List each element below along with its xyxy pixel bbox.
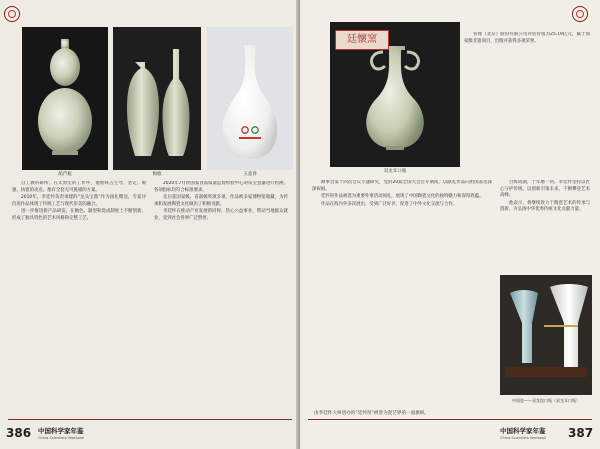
yearbook-subtitle: China Scientists Yearbook xyxy=(500,436,547,440)
yearbook-subtitle: China Scientists Yearbook xyxy=(38,436,85,440)
right-page xyxy=(300,0,600,449)
paragraph: 廷怀窑作品被选为重要外事活动国礼，展现了中国陶瓷文化的独特魅力和深厚底蕴。 xyxy=(321,194,484,200)
photo-meiping-vases xyxy=(113,27,201,170)
paragraph: 作品在海内外多次展出，受到广泛好评，促进了中外文化交流与合作。 xyxy=(321,201,458,207)
kiln-stamp: 廷懷窯 xyxy=(335,30,389,50)
left-page-body xyxy=(12,181,288,413)
caption-dragon-ear-vase: 双龙耳口瓶 xyxy=(383,169,407,174)
yearbook-logo-icon xyxy=(4,6,20,22)
paragraph: 先后获国家级、省部级奖项多项，作品被多家博物馆收藏，为传承和发展陶瓷文化做出了积极贡献。 xyxy=(154,195,288,207)
paragraph: 顾事会第十四次会议专题研究，党的20届全国大会召开期间，以献礼作品向祖国表达深深祝福。 xyxy=(312,180,492,192)
paragraph: 进一步推进新产品研发，在釉色、器型和烧成制度上不断创新，形成了独具特色的艺术风格和完整工艺。 xyxy=(12,209,146,221)
yearbook-title: 中国科学家年鉴 xyxy=(500,427,546,435)
paragraph: 2020年7月经国家食品质量监督检验中心对伍宝瓷器进行检测，各项指标均符合标准要求。 xyxy=(154,181,288,193)
page-number: 386 xyxy=(6,426,32,440)
paragraph: 自工教科研所。在太原宏的工作中，他始终占主导，坚定、顽强、执着的攻克。他有全套无可挑剔的方案。 xyxy=(12,181,146,193)
caption-yuhuchun: 玉壶春 xyxy=(243,172,257,177)
paragraph: 百炼成钢，十年磨一剑。李廷怀坚持以匠心守护传统，以创新引领未来，不断攀登艺术高峰。 xyxy=(500,180,590,199)
left-col-2 xyxy=(154,181,288,413)
photo-inset-vases xyxy=(500,275,592,395)
paragraph: 2010年，李廷怀负责承建的“龙头宝鼎”作为国礼赠送，专家评价说作品体现了传统工艺与现代审美的融合。 xyxy=(12,195,146,207)
left-col-1 xyxy=(12,181,146,413)
right-col-1 xyxy=(312,180,492,408)
yearbook-logo-icon xyxy=(572,6,588,22)
photo-gourd-vase xyxy=(22,27,108,170)
right-col-top xyxy=(464,32,590,180)
caption-inset: 中国瓷——双龙纹口瓶（双龙耳口瓶） xyxy=(512,398,580,403)
bottom-line: 由李廷怀大师创办的“廷怀窑”被誉为瓷艺界的一面旗帜。 xyxy=(314,411,430,416)
right-top-body xyxy=(464,32,590,180)
caption-meiping: 梅瓶 xyxy=(152,172,162,177)
footer-rule xyxy=(308,419,592,420)
paragraph: 管理（北京）股份有限公司评估价值为25.19亿元，属于国家级非遗项目，出版并获得多项荣誉。 xyxy=(464,32,590,44)
yearbook-title: 中国科学家年鉴 xyxy=(38,427,84,435)
photo-yuhuchun-vase xyxy=(207,27,293,170)
paragraph: 李廷怀在推动产业发展的同时，热心公益事业，带动当地群众就业，受到社会各界广泛赞誉。 xyxy=(154,209,288,221)
paragraph: 他表示，将继续致力于陶瓷艺术的传承与创新，为弘扬中华优秀传统文化贡献力量。 xyxy=(500,200,590,213)
page-number: 387 xyxy=(568,426,594,440)
footer-rule xyxy=(8,419,292,420)
caption-gourd-vase: 葫芦瓶 xyxy=(58,172,72,177)
